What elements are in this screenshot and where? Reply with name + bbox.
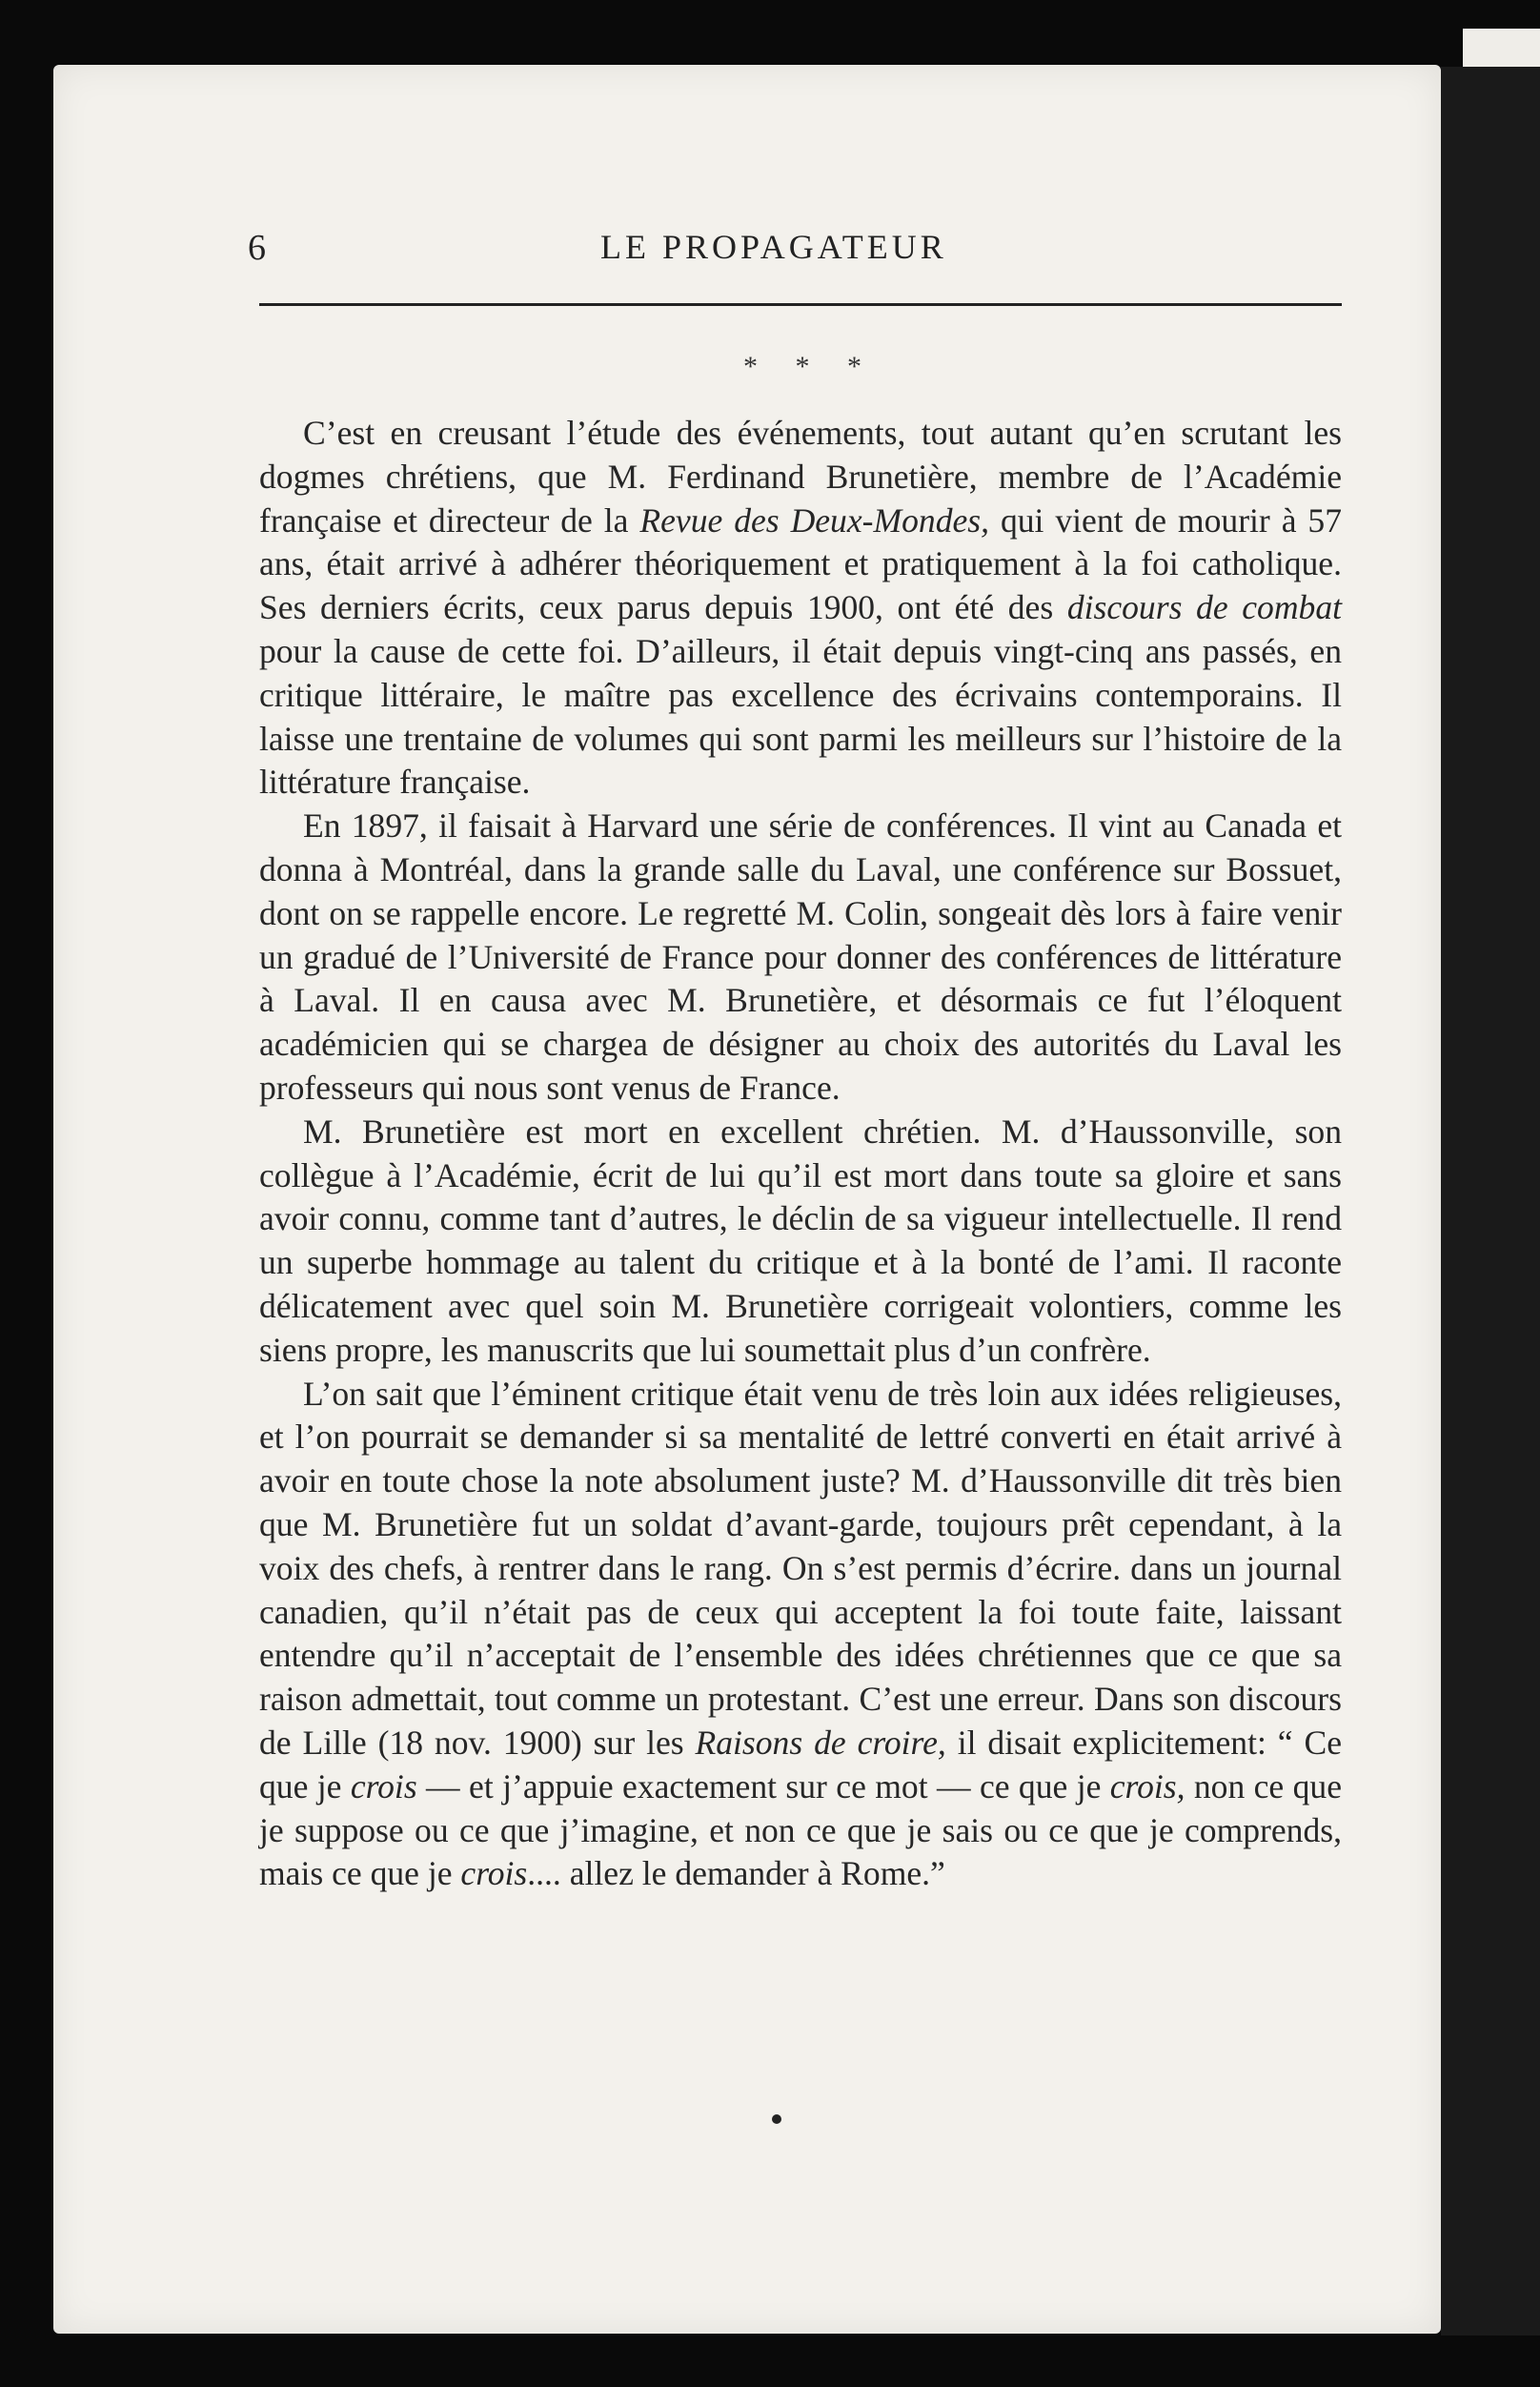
paragraph [259, 412, 1342, 805]
italic-text: crois, [1109, 1766, 1185, 1806]
gutter-shadow [1441, 67, 1540, 2336]
text-run: — et j’appuie exactement sur ce mot — ce que je [416, 1766, 1110, 1806]
running-title: LE PROPAGATEUR [600, 228, 947, 266]
text-run: M. Brunetière est mort en excellent chrétien. M. d’Haussonville, son collègue à l’Académie, écrit de lui qu’il est mort dans toute sa gloire et sans avoir connu, comme tant d’autres, le déclin de sa vigueur intellectuelle. Il rend un superbe hommage au talent du critique et à la bonté de l’ami. Il raconte délicatement avec quel soin M. Brunetière corrigeait volontiers, comme les siens propre, les manuscrits que lui soumettait plus d’un confrère. [259, 1112, 1342, 1369]
text-run: pour la cause de cette foi. D’ailleurs, il était depuis vingt-cinq ans passés, en critique littéraire, le maître pas excellence des écrivains contemporains. Il laisse une trentaine de volumes qui sont parmi les meilleurs sur l’histoire de la littérature française. [259, 631, 1342, 802]
text-run: .... allez le demander à Rome.” [527, 1854, 945, 1893]
text-run: L’on sait que l’éminent critique était venu de très loin aux idées religieuses, et l’on pourrait se demander si sa mentalité de lettré converti en était arrivé à avoir en toute chose la note absolument juste? M. d’Haussonville dit très bien que M. Brunetière fut un soldat d’avant-garde, toujours prêt cependant, à la voix des chefs, à rentrer dans le rang. On s’est permis d’écrire. dans un journal canadien, qu’il n’était pas de ceux qui acceptent la foi toute faite, laissant entendre qu’il n’acceptait de l’ensemble des idées chrétiennes que ce que sa raison admettait, tout comme un protestant. C’est une erreur. Dans son discours de Lille (18 nov. 1900) sur les [259, 1374, 1342, 1762]
paragraph [259, 1373, 1342, 1897]
italic-text: crois [460, 1854, 528, 1893]
page-header [248, 227, 1344, 284]
text-run: non ce que je suppose ou ce que j’imagine, et non ce que je sais ou ce que je comprends, mais ce que je [259, 1766, 1342, 1893]
section-separator: * * * [743, 351, 877, 382]
page-mark [772, 2114, 781, 2124]
header-rule [259, 303, 1342, 306]
text-run: En 1897, il faisait à Harvard une série de conférences. Il vint au Canada et donna à Montréal, dans la grande salle du Laval, une conférence sur Bossuet, dont on se rappelle encore. Le regretté M. Colin, songeait dès lors à faire venir un gradué de l’Université de France pour donner des conférences de littérature à Laval. Il en causa avec M. Brunetière, et désormais ce fut l’éloquent académicien qui se chargea de désigner au choix des autorités du Laval les professeurs qui nous sont venus de France. [259, 806, 1342, 1107]
text-run: qui vient de mourir à 57 ans, était arrivé à adhérer théoriquement et pratiquement à la foi catholique. Ses derniers écrits, ceux parus depuis 1900, ont été des [259, 500, 1342, 627]
italic-text: Revue des Deux-Mondes, [639, 500, 990, 540]
text-run: il disait explicitement: “ Ce que je [259, 1723, 1342, 1806]
paragraph [259, 805, 1342, 1111]
italic-text: discours de combat [1066, 588, 1342, 627]
paragraph [259, 1111, 1342, 1373]
italic-text: crois [350, 1766, 417, 1806]
article-body [259, 412, 1342, 1896]
italic-text: Raisons de croire, [695, 1723, 946, 1762]
page-number: 6 [248, 228, 266, 268]
text-run: C’est en creusant l’étude des événements, tout autant qu’en scrutant les dogmes chrétiens, que M. Ferdinand Brunetière, membre de l’Académie française et directeur de la [259, 414, 1342, 540]
